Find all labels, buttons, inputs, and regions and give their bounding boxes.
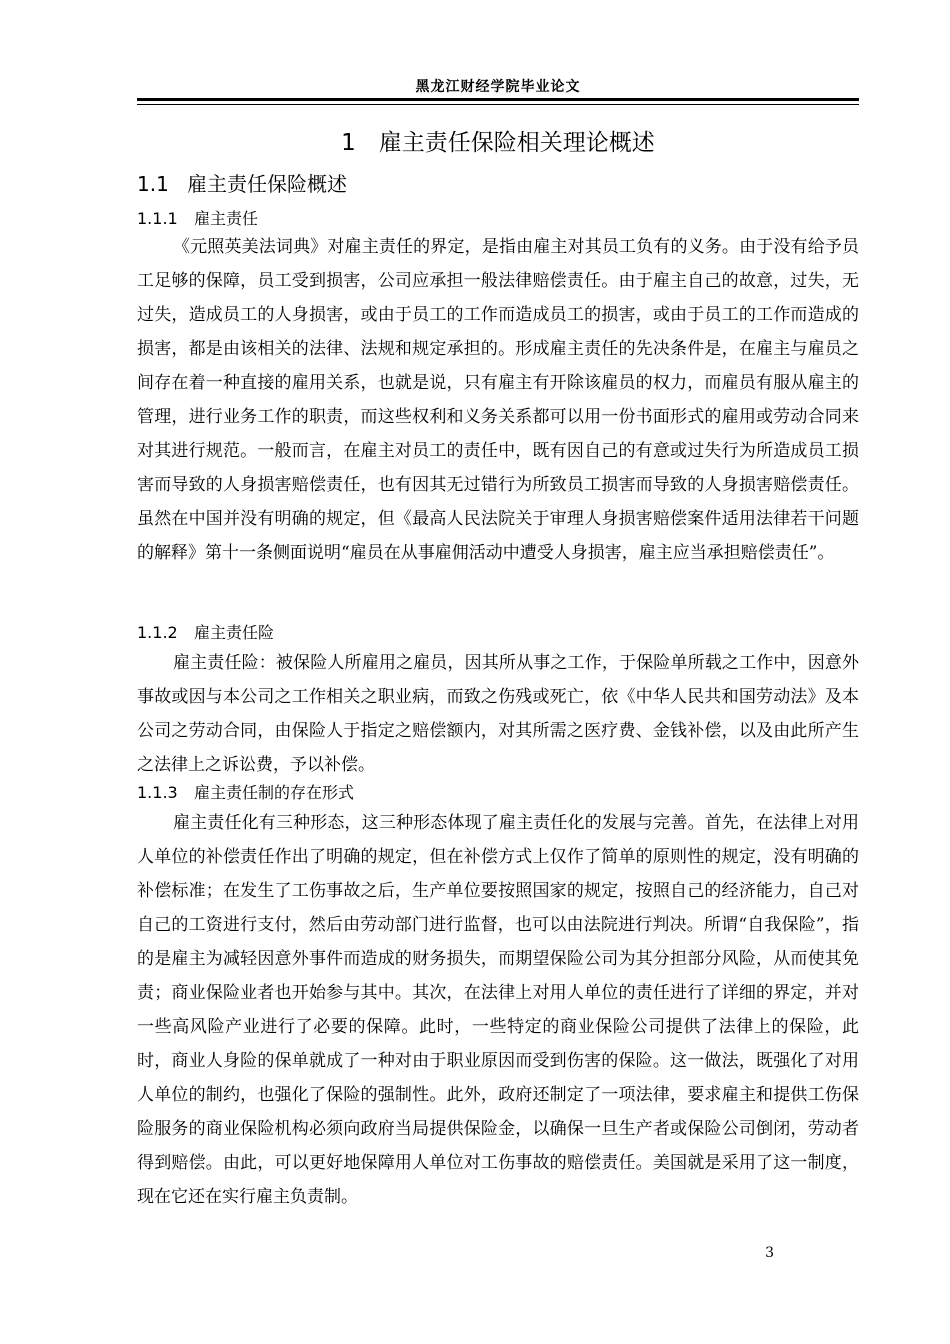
section-title: 雇主责任保险概述 — [187, 172, 347, 196]
body-paragraph: 雇主责任险：被保险人所雇用之雇员，因其所从事之工作，于保险单所载之工作中，因意外事故或因与本公司之工作相关之职业病，而致之伤残或死亡，依《中华人民共和国劳动法》及本公司之劳动合同，由保险人于指定之赔偿额内，对其所需之医疗费、金钱补偿，以及由此所产生之法律上之诉讼费，予以补偿。 — [137, 653, 859, 775]
subsection-title: 雇主责任 — [194, 209, 259, 228]
subsection-title: 雇主责任险 — [194, 623, 275, 642]
page-number: 3 — [765, 1245, 774, 1261]
subsection-heading — [137, 206, 258, 229]
section-number: 1.1 — [137, 172, 169, 196]
subsection-title: 雇主责任制的存在形式 — [194, 783, 355, 802]
subsection-number: 1.1.1 — [137, 209, 178, 228]
section-heading — [137, 168, 347, 197]
header-rule-thick — [137, 98, 859, 101]
running-header: 黑龙江财经学院毕业论文 — [415, 79, 581, 95]
chapter-title: 1 雇主责任保险相关理论概述 — [341, 130, 655, 156]
subsection-heading — [137, 780, 354, 803]
header-rule-thin — [137, 104, 859, 105]
body-paragraph: 《元照英美法词典》对雇主责任的界定，是指由雇主对其员工负有的义务。由于没有给予员工足够的保障，员工受到损害，公司应承担一般法律赔偿责任。由于雇主自己的故意，过失，无过失，造成员工的人身损害，或由于员工的工作而造成员工的损害，或由于员工的工作而造成的损害，都是由该相关的法律、法规和规定承担的。形成雇主责任的先决条件是，在雇主与雇员之间存在着一种直接的雇用关系，也就是说，只有雇主有开除该雇员的权力，而雇员有服从雇主的管理，进行业务工作的职责，而这些权利和义务关系都可以用一份书面形式的雇用或劳动合同来对其进行规范。一般而言，在雇主对员工的责任中，既有因自己的有意或过失行为所造成员工损害而导致的人身损害赔偿责任，也有因其无过错行为所致员工损害而导致的人身损害赔偿责任。虽然在中国并没有明确的规定，但《最高人民法院关于审理人身损害赔偿案件适用法律若干问题的解释》第十一条侧面说明“雇员在从事雇佣活动中遭受人身损害，雇主应当承担赔偿责任”。 — [137, 237, 859, 563]
body-paragraph: 雇主责任化有三种形态，这三种形态体现了雇主责任化的发展与完善。首先，在法律上对用人单位的补偿责任作出了明确的规定，但在补偿方式上仅作了简单的原则性的规定，没有明确的补偿标准；在发生了工伤事故之后，生产单位要按照国家的规定，按照自己的经济能力，自己对自己的工资进行支付，然后由劳动部门进行监督，也可以由法院进行判决。所谓“自我保险”，指的是雇主为减轻因意外事件而造成的财务损失，而期望保险公司为其分担部分风险，从而使其免责；商业保险业者也开始参与其中。其次，在法律上对用人单位的责任进行了详细的界定，并对一些高风险产业进行了必要的保障。此时，一些特定的商业保险公司提供了法律上的保险，此时，商业人身险的保单就成了一种对由于职业原因而受到伤害的保险。这一做法，既强化了对用人单位的制约，也强化了保险的强制性。此外，政府还制定了一项法律，要求雇主和提供工伤保险服务的商业保险机构必须向政府当局提供保险金，以确保一旦生产者或保险公司倒闭，劳动者得到赔偿。由此，可以更好地保障用人单位对工伤事故的赔偿责任。美国就是采用了这一制度，现在它还在实行雇主负责制。 — [137, 813, 859, 1207]
subsection-number: 1.1.3 — [137, 783, 178, 802]
subsection-number: 1.1.2 — [137, 623, 178, 642]
subsection-heading — [137, 620, 274, 643]
